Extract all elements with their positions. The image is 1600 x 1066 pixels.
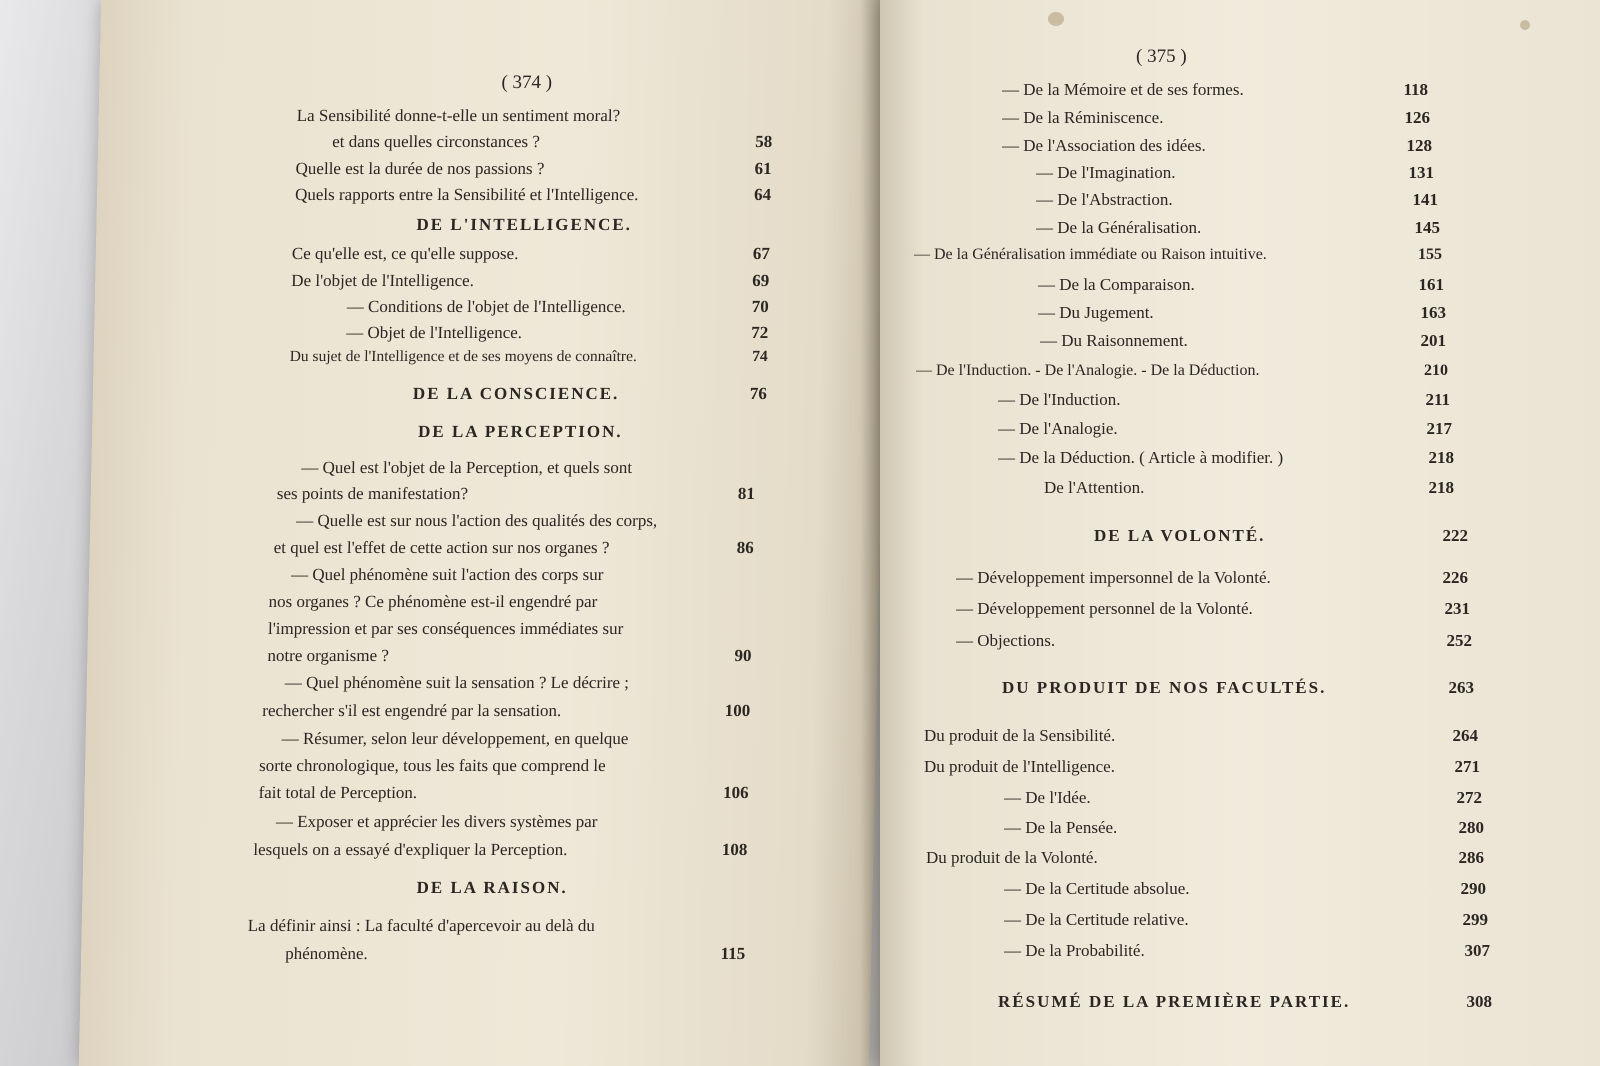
right-page: [880, 0, 1600, 1066]
toc-row: — Conditions de l'objet de l'Intelligence. 70: [346, 297, 769, 316]
toc-row: — Objections. 252: [956, 631, 1472, 650]
toc-row: et quel est l'effet de cette action sur nos organes ? 86: [273, 538, 754, 557]
foxing-spot: [1520, 20, 1530, 30]
toc-row: — Du Raisonnement. 201: [1040, 331, 1446, 350]
section-heading: DE LA RAISON.: [416, 878, 568, 897]
toc-text: l'impression et par ses conséquences immédiates sur: [267, 619, 624, 638]
toc-row: Du produit de la Volonté. 286: [926, 848, 1484, 867]
toc-row: De l'Attention. 218: [1044, 478, 1454, 497]
toc-text: — Quelle est sur nous l'action des qualités des corps,: [296, 511, 658, 530]
toc-row: — De la Comparaison. 161: [1038, 275, 1444, 294]
foxing-spot: [1048, 12, 1064, 26]
toc-row: — De l'Association des idées. 128: [1002, 136, 1432, 155]
section-heading: DE LA PERCEPTION.: [417, 422, 623, 441]
toc-text: — Résumer, selon leur développement, en quelque: [281, 729, 629, 748]
toc-text: — Quel est l'objet de la Perception, et quels sont: [301, 458, 633, 477]
toc-row: — Objet de l'Intelligence. 72: [346, 323, 769, 342]
toc-row: Ce qu'elle est, ce qu'elle suppose. 67: [291, 244, 771, 263]
toc-row: — De l'Induction. 211: [998, 390, 1450, 409]
toc-row: fait total de Perception. 106: [258, 783, 749, 802]
toc-row: — De la Pensée. 280: [1004, 818, 1484, 837]
page-number: ( 375 ): [1136, 46, 1187, 67]
toc-row: Du sujet de l'Intelligence et de ses moyens de connaître. 74: [289, 348, 768, 365]
toc-text: sorte chronologique, tous les faits que comprend le: [258, 756, 606, 775]
toc-row: Quels rapports entre la Sensibilité et l'Intelligence. 64: [294, 185, 772, 204]
section-heading-row: DU PRODUIT DE NOS FACULTÉS. 263: [1002, 678, 1474, 697]
left-page: [79, 0, 891, 1066]
toc-text: La Sensibilité donne-t-elle un sentiment moral?: [296, 106, 621, 125]
section-heading-row: DE LA VOLONTÉ. 222: [1094, 526, 1468, 545]
toc-row: — De la Généralisation immédiate ou Raison intuitive. 155: [914, 246, 1442, 263]
toc-row: — De l'Idée. 272: [1004, 788, 1482, 807]
toc-row: — Du Jugement. 163: [1038, 303, 1446, 322]
toc-row: — De l'Abstraction. 141: [1036, 190, 1438, 209]
toc-row: Du produit de l'Intelligence. 271: [924, 757, 1480, 776]
toc-row: notre organisme ? 90: [267, 646, 752, 665]
toc-row: Du produit de la Sensibilité. 264: [924, 726, 1478, 745]
toc-row: — De l'Induction. - De l'Analogie. - De la Déduction. 210: [916, 362, 1448, 379]
toc-text: La définir ainsi : La faculté d'apercevoir au delà du: [247, 916, 596, 935]
toc-text: — Quel phénomène suit l'action des corps sur: [290, 565, 604, 584]
toc-row: et dans quelles circonstances ? 58: [332, 132, 773, 151]
toc-row: — De la Probabilité. 307: [1004, 941, 1490, 960]
toc-row: Quelle est la durée de nos passions ? 61: [295, 159, 772, 178]
toc-row: — De la Déduction. ( Article à modifier. ) 218: [998, 448, 1454, 467]
toc-row: — De l'Analogie. 217: [998, 419, 1452, 438]
toc-row: — De la Généralisation. 145: [1036, 218, 1440, 237]
toc-row: — De la Certitude absolue. 290: [1004, 879, 1486, 898]
toc-row: De l'objet de l'Intelligence. 69: [291, 271, 770, 290]
toc-row: — De la Certitude relative. 299: [1004, 910, 1488, 929]
toc-row: — De la Mémoire et de ses formes. 118: [1002, 80, 1428, 99]
toc-text: nos organes ? Ce phénomène est-il engendré par: [268, 592, 598, 611]
toc-row: lesquels on a essayé d'expliquer la Perception. 108: [253, 840, 748, 859]
toc-row: ses points de manifestation? 81: [276, 484, 756, 503]
toc-row: — De la Réminiscence. 126: [1002, 108, 1430, 127]
section-heading-row: DE LA CONSCIENCE. 76: [412, 384, 768, 403]
toc-text: — Exposer et apprécier les divers systèmes par: [275, 812, 598, 831]
toc-row: — Développement personnel de la Volonté. 231: [956, 599, 1470, 618]
section-heading-row: RÉSUMÉ DE LA PREMIÈRE PARTIE. 308: [998, 992, 1492, 1011]
section-heading: DE L'INTELLIGENCE.: [416, 215, 633, 234]
toc-row: — Développement impersonnel de la Volonté. 226: [956, 568, 1468, 587]
page-number: ( 374 ): [501, 72, 553, 93]
toc-row: phénomène. 115: [284, 944, 746, 963]
toc-text: — Quel phénomène suit la sensation ? Le décrire ;: [284, 673, 630, 692]
toc-row: — De l'Imagination. 131: [1036, 163, 1434, 182]
toc-row: rechercher s'il est engendré par la sensation. 100: [262, 701, 751, 720]
